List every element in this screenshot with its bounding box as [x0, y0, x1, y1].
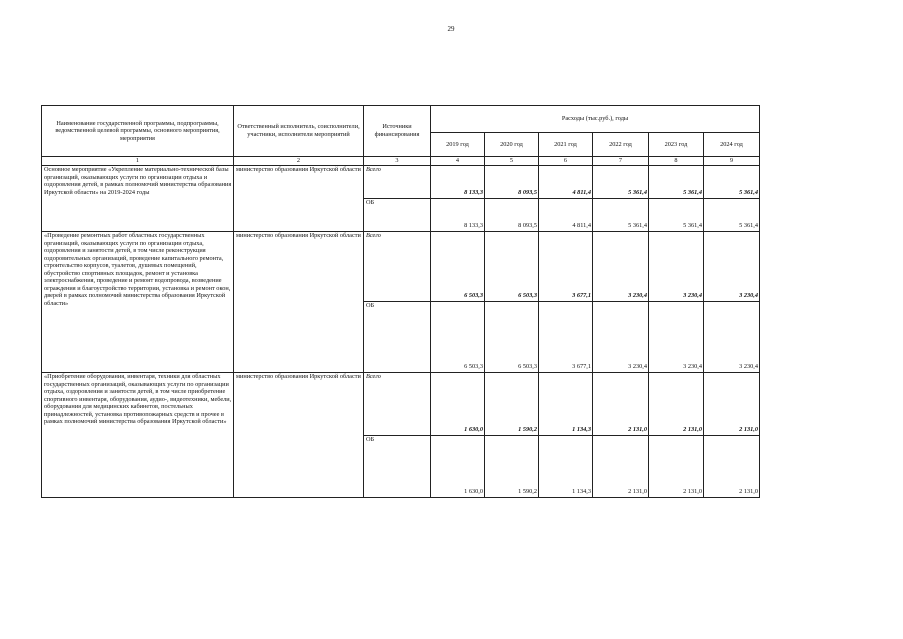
column-number: 1: [42, 157, 234, 166]
ob-value: 1 590,2: [485, 436, 539, 498]
ob-value: 6 503,3: [431, 302, 485, 373]
total-value: 4 811,4: [539, 166, 593, 199]
total-value: 3 230,4: [649, 232, 704, 302]
total-value: 6 503,3: [431, 232, 485, 302]
activity-name: Основное мероприятие «Укрепление материально-технической базы организаций, оказывающих услуги по организации отдыха и оздоровления детей, в рамках полномочий министерства образования Иркутской области» на 2019-2024 годы: [42, 166, 234, 232]
total-value: 3 677,1: [539, 232, 593, 302]
total-value: 3 230,4: [704, 232, 760, 302]
header-year: 2022 год: [593, 133, 649, 157]
header-year: 2020 год: [485, 133, 539, 157]
responsible-executor: министерство образования Иркутской области: [234, 232, 364, 373]
ob-value: 1 134,3: [539, 436, 593, 498]
source-total: Всего: [364, 232, 431, 302]
table-row: [42, 373, 760, 436]
column-number: 8: [649, 157, 704, 166]
ob-value: 2 131,0: [593, 436, 649, 498]
ob-value: 5 361,4: [649, 199, 704, 232]
table-row: [42, 166, 760, 199]
source-total: Всего: [364, 166, 431, 199]
column-number: 4: [431, 157, 485, 166]
column-number: 3: [364, 157, 431, 166]
ob-value: 3 230,4: [593, 302, 649, 373]
total-value: 6 503,3: [485, 232, 539, 302]
ob-value: 3 230,4: [704, 302, 760, 373]
total-value: 1 630,0: [431, 373, 485, 436]
ob-value: 1 630,0: [431, 436, 485, 498]
total-value: 5 361,4: [649, 166, 704, 199]
ob-value: 3 677,1: [539, 302, 593, 373]
header-sources: Источники финансирования: [364, 106, 431, 157]
total-value: 2 131,0: [649, 373, 704, 436]
header-name: Наименование государственной программы, подпрограммы, ведомственной целевой программы, основного мероприятия, мероприятия: [42, 106, 234, 157]
ob-value: 5 361,4: [593, 199, 649, 232]
total-value: 8 093,5: [485, 166, 539, 199]
ob-value: 3 230,4: [649, 302, 704, 373]
total-value: 2 131,0: [593, 373, 649, 436]
total-value: 8 133,3: [431, 166, 485, 199]
activity-name: «Приобретение оборудования, инвентаря, техники для областных государственных организаций, оказывающих услуги по организации отдыха, оздоровления и занятости детей, в том числе приобретение спортивного инвентаря, оборудования, аудио-, видеотехники, мебели, оборудования для медицинских кабинетов, постельных принадлежностей, установка противопожарных средств и прочее в рамках полномочий министерства образования Иркутской области»: [42, 373, 234, 498]
total-value: 5 361,4: [593, 166, 649, 199]
responsible-executor: министерство образования Иркутской области: [234, 373, 364, 498]
source-total: Всего: [364, 373, 431, 436]
header-expenses: Расходы (тыс.руб.), годы: [431, 106, 760, 133]
column-number: 5: [485, 157, 539, 166]
total-value: 3 230,4: [593, 232, 649, 302]
page-number: 29: [447, 25, 455, 33]
header-year: 2019 год: [431, 133, 485, 157]
header-responsible: Ответственный исполнитель, соисполнители, участники, исполнители мероприятий: [234, 106, 364, 157]
ob-value: 6 503,3: [485, 302, 539, 373]
source-ob: ОБ: [364, 436, 431, 498]
activity-name: «Проведение ремонтных работ областных государственных организаций, оказывающих услуги по организации отдыха, оздоровления и занятости детей, в том числе реконструкция оздоровительных организаций, проведение капитального ремонта, строительство корпусов, туалетов, душевых помещений, обустройство спортивных площадок, ремонт и установка электроснабжения, проведение и ремонт водопровода, возведение ограждения и благоустройство территории, установка и ремонт окон, дверей в рамках полномочий министерства образования Иркутской области»: [42, 232, 234, 373]
header-year: 2021 год: [539, 133, 593, 157]
column-number: 9: [704, 157, 760, 166]
ob-value: 8 093,5: [485, 199, 539, 232]
column-number: 7: [593, 157, 649, 166]
ob-value: 2 131,0: [704, 436, 760, 498]
responsible-executor: министерство образования Иркутской области: [234, 166, 364, 232]
total-value: 5 361,4: [704, 166, 760, 199]
total-value: 1 134,3: [539, 373, 593, 436]
ob-value: 8 133,3: [431, 199, 485, 232]
ob-value: 5 361,4: [704, 199, 760, 232]
total-value: 2 131,0: [704, 373, 760, 436]
ob-value: 4 811,4: [539, 199, 593, 232]
header-year: 2024 год: [704, 133, 760, 157]
column-number: 6: [539, 157, 593, 166]
source-ob: ОБ: [364, 199, 431, 232]
budget-table: [41, 105, 760, 498]
total-value: 1 590,2: [485, 373, 539, 436]
ob-value: 2 131,0: [649, 436, 704, 498]
source-ob: ОБ: [364, 302, 431, 373]
table-row: [42, 232, 760, 302]
column-number: 2: [234, 157, 364, 166]
header-year: 2023 год: [649, 133, 704, 157]
